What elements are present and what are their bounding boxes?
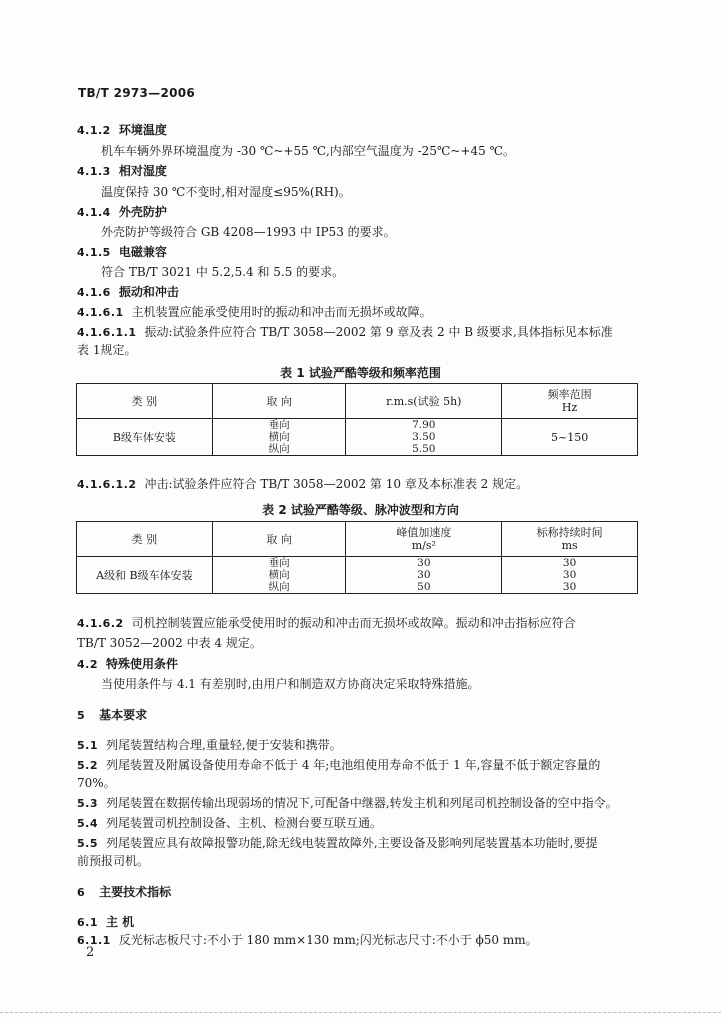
paragraph-4-1-6-1-1-cont: 表 1规定。	[77, 343, 137, 357]
list-item-cont: 70%。	[77, 776, 116, 790]
table-2	[76, 521, 638, 594]
table-row-direction: 纵向	[212, 581, 346, 594]
paragraph-4-1-6-1-2: 4.1.6.1.2 冲击:试验条件应符合 TB/T 3058—2002 第 10 章及本标准表 2 规定。	[77, 477, 529, 491]
table-2-category: A级和 B级车体安装	[77, 557, 213, 594]
paragraph-4-1-6-1-1: 4.1.6.1.1 振动:试验条件应符合 TB/T 3058—2002 第 9 章及表 2 中 B 级要求,具体指标见本标准	[77, 325, 613, 339]
table-1-caption: 表 1 试验严酷等级和频率范围	[280, 366, 441, 380]
table-1-header-direction: 取 向	[212, 384, 346, 419]
list-item: 5.5 列尾装置应具有故障报警功能,除无线电装置故障外,主要设备及影响列尾装置基本功能时,要提	[77, 836, 598, 850]
table-row-direction: 纵向	[212, 443, 346, 456]
table-1	[76, 383, 638, 456]
table-row-duration: 30	[502, 581, 638, 594]
table-1-header-freq: 频率范围 Hz	[502, 384, 638, 419]
section-heading-4-2: 4.2 特殊使用条件	[77, 657, 179, 671]
list-item-cont: 前预报司机。	[77, 854, 150, 868]
table-row-duration: 30	[502, 569, 638, 581]
list-item: 5.1 列尾装置结构合理,重量轻,便于安装和携带。	[77, 738, 342, 752]
table-row-rms: 3.50	[346, 431, 502, 443]
list-item: 5.2 列尾装置及附属设备使用寿命不低于 4 年;电池组使用寿命不低于 1 年,容量不低于额定容量的	[77, 758, 601, 772]
section-heading-4-1-2: 4.1.2 环境温度	[77, 123, 167, 137]
paragraph-humidity: 温度保持 30 ℃不变时,相对湿度≤95%(RH)。	[101, 185, 351, 199]
table-row-accel: 30	[346, 569, 502, 581]
page-bottom-edge	[0, 1012, 721, 1013]
section-heading-4-1-3: 4.1.3 相对湿度	[77, 164, 167, 178]
paragraph-enclosure: 外壳防护等级符合 GB 4208—1993 中 IP53 的要求。	[101, 225, 396, 239]
table-2-header-category: 类 别	[77, 522, 213, 557]
table-1-category: B级车体安装	[77, 419, 213, 456]
table-row-direction: 垂向	[212, 419, 346, 432]
table-row-direction: 横向	[212, 431, 346, 443]
standard-number: TB/T 2973—2006	[78, 86, 196, 100]
paragraph-emc: 符合 TB/T 3021 中 5.2,5.4 和 5.5 的要求。	[101, 265, 345, 279]
section-heading-6: 6 主要技术指标	[77, 885, 172, 899]
table-2-header-direction: 取 向	[212, 522, 346, 557]
paragraph-4-1-6-2: 4.1.6.2 司机控制装置应能承受使用时的振动和冲击而无损坏或故障。振动和冲击指标应符合	[77, 616, 576, 630]
table-row-accel: 30	[346, 557, 502, 570]
paragraph-special-conditions: 当使用条件与 4.1 有差别时,由用户和制造双方协商决定采取特殊措施。	[101, 677, 480, 691]
table-row-direction: 垂向	[212, 557, 346, 570]
table-row-duration: 30	[502, 557, 638, 570]
table-row-rms: 5.50	[346, 443, 502, 456]
table-1-freq-range: 5~150	[502, 419, 638, 456]
table-row-accel: 50	[346, 581, 502, 594]
section-heading-6-1: 6.1 主 机	[77, 915, 135, 929]
section-heading-4-1-6: 4.1.6 振动和冲击	[77, 285, 179, 299]
table-row-direction: 横向	[212, 569, 346, 581]
list-item: 5.3 列尾装置在数据传输出现弱场的情况下,可配备中继器,转发主机和列尾司机控制设备的空中指令。	[77, 796, 618, 810]
page-number: 2	[86, 945, 95, 960]
table-1-header-category: 类 别	[77, 384, 213, 419]
section-heading-4-1-4: 4.1.4 外壳防护	[77, 205, 167, 219]
paragraph-4-1-6-2-cont: TB/T 3052—2002 中表 4 规定。	[77, 636, 262, 650]
paragraph-ambient-temperature: 机车车辆外界环境温度为 -30 ℃~+55 ℃,内部空气温度为 -25℃~+45 ℃。	[101, 144, 515, 158]
table-2-header-duration: 标称持续时间 ms	[502, 522, 638, 557]
section-heading-4-1-5: 4.1.5 电磁兼容	[77, 245, 167, 259]
paragraph-6-1-1: 6.1.1 反光标志板尺寸:不小于 180 mm×130 mm;闪光标志尺寸:不小于 ϕ50 mm。	[77, 933, 538, 947]
table-row-rms: 7.90	[346, 419, 502, 432]
section-heading-5: 5 基本要求	[77, 708, 148, 722]
paragraph-4-1-6-1: 4.1.6.1 主机装置应能承受使用时的振动和冲击而无损坏或故障。	[77, 305, 432, 319]
list-item: 5.4 列尾装置司机控制设备、主机、检测台要互联互通。	[77, 816, 383, 830]
table-2-header-accel: 峰值加速度 m/s²	[346, 522, 502, 557]
table-1-header-rms: r.m.s(试验 5h)	[346, 384, 502, 419]
table-2-caption: 表 2 试验严酷等级、脉冲波型和方向	[262, 503, 459, 517]
